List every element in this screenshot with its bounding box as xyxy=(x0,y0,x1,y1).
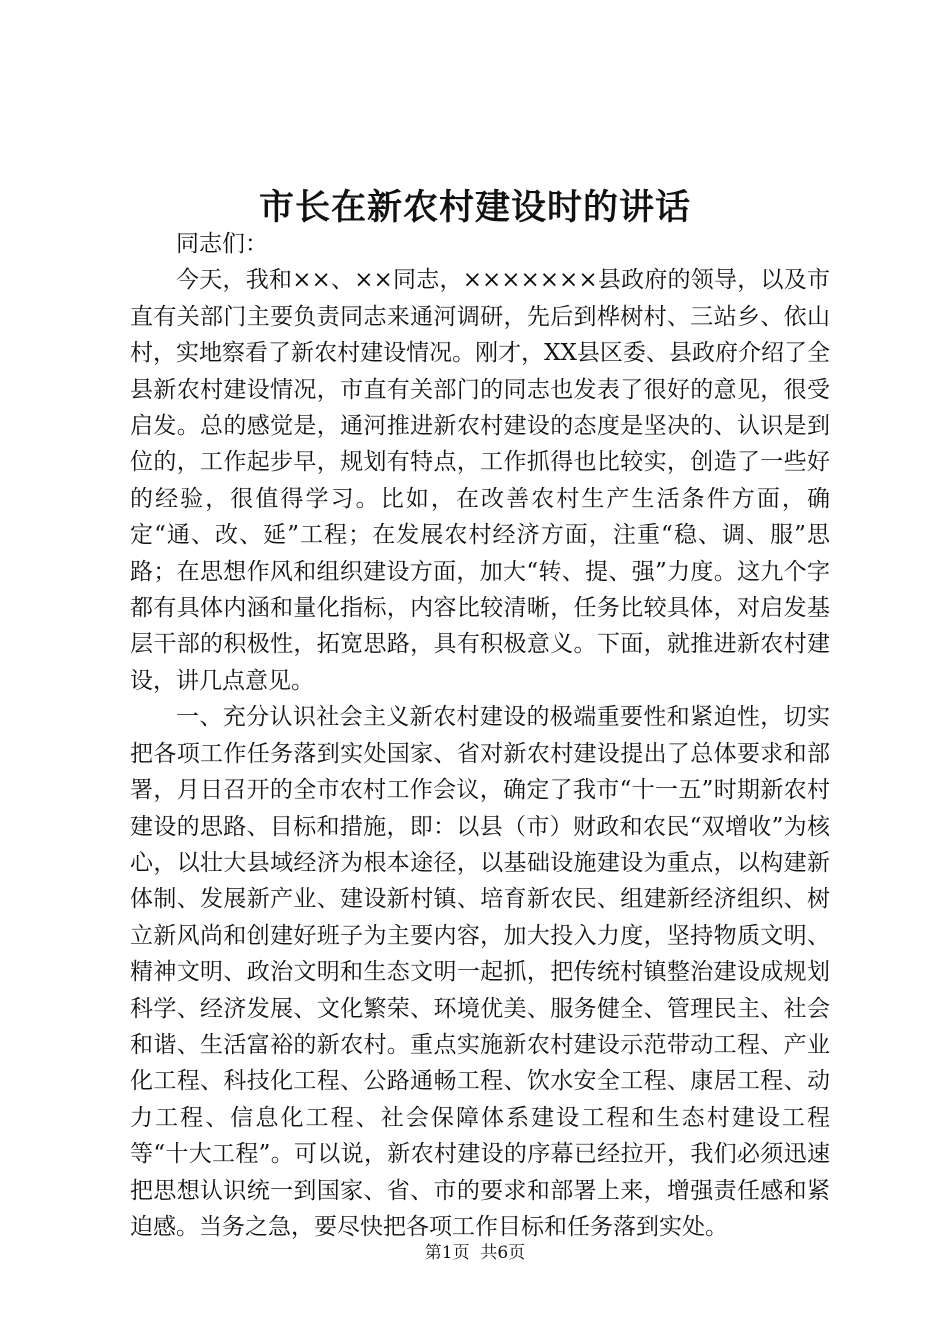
footer-spacer xyxy=(470,1243,481,1263)
paragraph-introduction: 今天，我和××、××同志，×××××××县政府的领导，以及市直有关部门主要负责同志来通河调研，先后到桦树村、三站乡、依山村，实地察看了新农村建设情况。刚才，XX县区委、县政府介绍了全县新农村建设情况，市直有关部门的同志也发表了很好的意见，很受启发。总的感觉是，通河推进新农村建设的态度是坚决的、认识是到位的，工作起步早，规划有特点，工作抓得也比较实，创造了一些好的经验，很值得学习。比如，在改善农村生产生活条件方面，确定“通、改、延”工程；在发展农村经济方面，注重“稳、调、服”思路；在思想作风和组织建设方面，加大“转、提、强”力度。这九个字都有具体内涵和量化指标，内容比较清晰，任务比较具体，对启发基层干部的积极性，拓宽思路，具有积极意义。下面，就推进新农村建设，讲几点意见。 xyxy=(130,267,830,694)
page-total: 共6页 xyxy=(480,1243,526,1263)
paragraph-section-one: 一、充分认识社会主义新农村建设的极端重要性和紧迫性，切实把各项工作任务落到实处国家、省对新农村建设提出了总体要求和部署，月日召开的全市农村工作会议，确定了我市“十一五”时期新农村建设的思路、目标和措施，即：以县（市）财政和农民“双增收”为核心，以壮大县域经济为根本途径，以基础设施建设为重点，以构建新体制、发展新产业、建设新村镇、培育新农民、组建新经济组织、树立新风尚和创建好班子为主要内容，加大投入力度，坚持物质文明、精神文明、政治文明和生态文明一起抓，把传统村镇整治建设成规划科学、经济发展、文化繁荣、环境优美、服务健全、管理民主、社会和谐、生活富裕的新农村。重点实施新农村建设示范带动工程、产业化工程、科技化工程、公路通畅工程、饮水安全工程、康居工程、动力工程、信息化工程、社会保障体系建设工程和生态村建设工程等“十大工程”。可以说，新农村建设的序幕已经拉开，我们必须迅速把思想认识统一到国家、省、市的要求和部署上来，增强责任感和紧迫感。当务之急，要尽快把各项工作目标和任务落到实处。 xyxy=(130,704,830,1240)
paragraph-salutation: 同志们： xyxy=(176,231,268,257)
document-title: 市长在新农村建设时的讲话 xyxy=(258,187,691,228)
page-number: 第1页 xyxy=(424,1243,470,1263)
page-footer xyxy=(0,1241,950,1265)
document-body xyxy=(130,226,830,1245)
